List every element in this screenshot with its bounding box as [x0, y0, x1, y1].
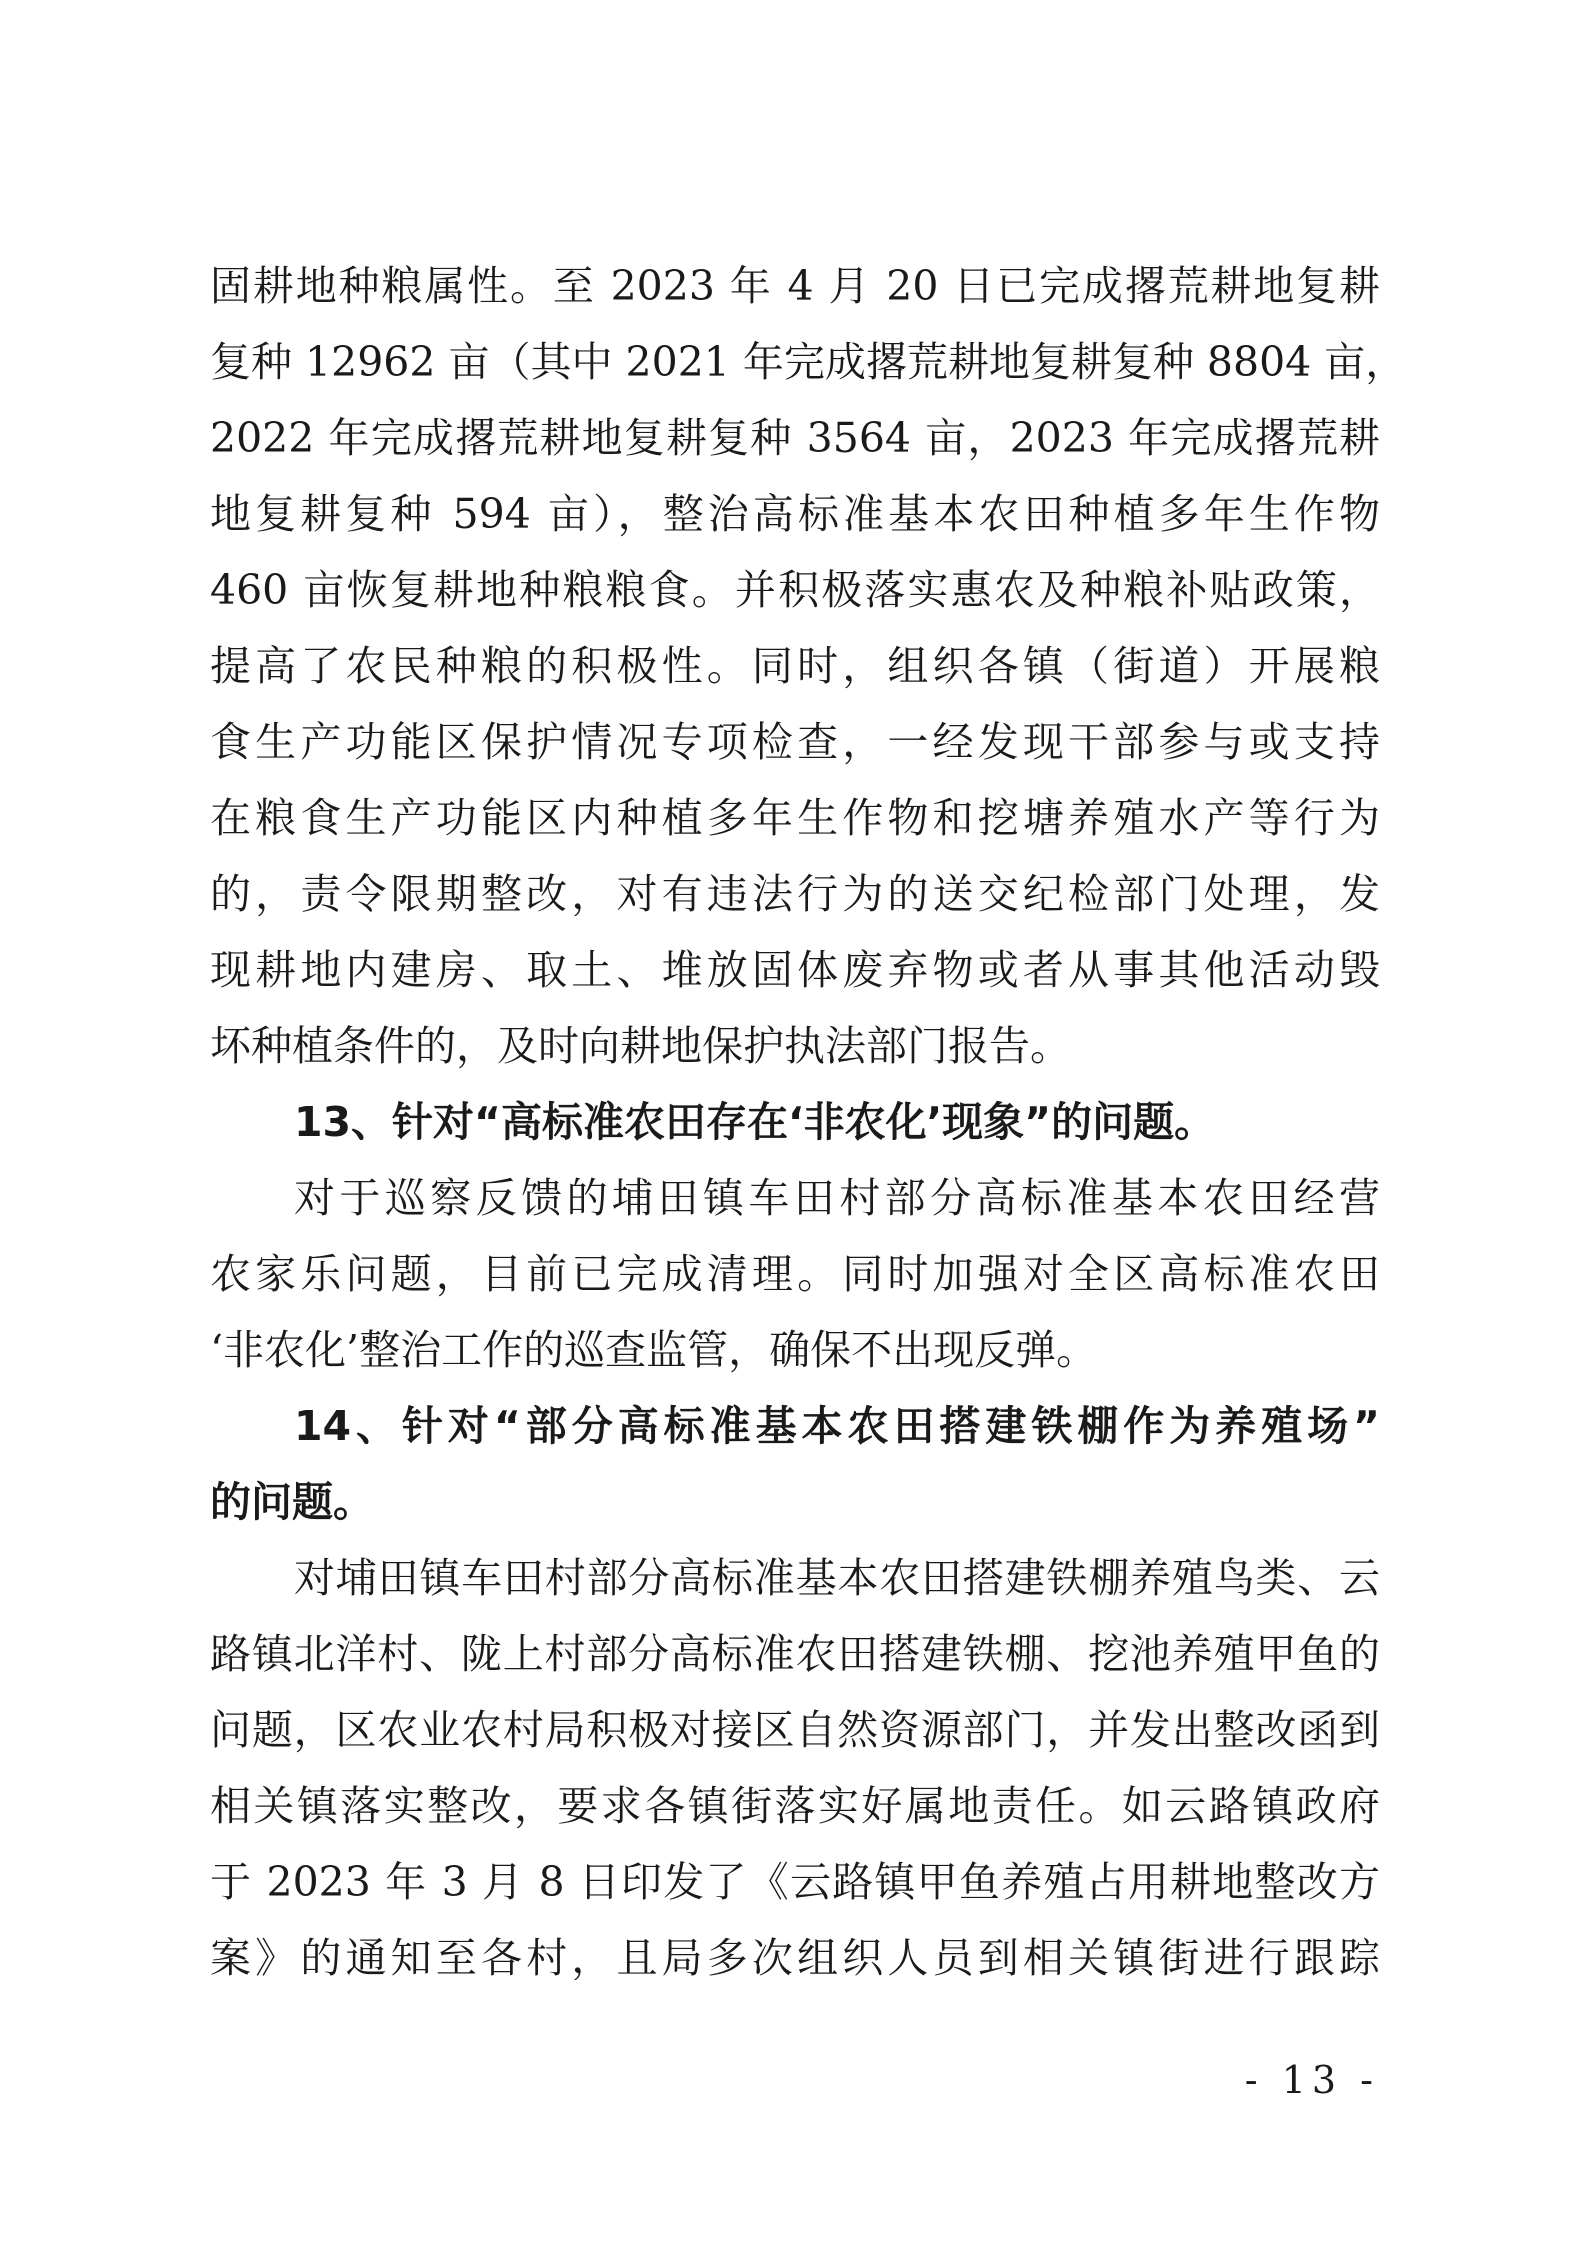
section-heading-13: 13、针对“高标准农田存在‘非农化’现象”的问题。	[294, 1098, 1216, 1146]
page-number: - 13 -	[1244, 2058, 1379, 2102]
text-line: 的，责令限期整改，对有违法行为的送交纪检部门处理，发	[210, 870, 1380, 918]
text-line: 现耕地内建房、取土、堆放固体废弃物或者从事其他活动毁	[210, 946, 1380, 994]
text-line: 对埔田镇车田村部分高标准基本农田搭建铁棚养殖鸟类、云	[294, 1554, 1380, 1602]
text-line: 坏种植条件的，及时向耕地保护执法部门报告。	[210, 1022, 1071, 1070]
section-heading-14	[210, 1388, 1380, 1540]
text-line: 食生产功能区保护情况专项检查，一经发现干部参与或支持	[210, 718, 1380, 766]
paragraph-13	[210, 1160, 1380, 1388]
text-line: 地复耕复种 594 亩），整治高标准基本农田种植多年生作物	[210, 490, 1380, 538]
text-line: 提高了农民种粮的积极性。同时，组织各镇（街道）开展粮	[210, 642, 1380, 690]
text-line: 2022 年完成撂荒耕地复耕复种 3564 亩，2023 年完成撂荒耕	[210, 414, 1380, 462]
document-body	[210, 248, 1407, 1996]
text-line: 对于巡察反馈的埔田镇车田村部分高标准基本农田经营	[294, 1174, 1380, 1222]
paragraph-14	[210, 1540, 1380, 1996]
heading-line: 的问题。	[210, 1478, 374, 1526]
text-line: 于 2023 年 3 月 8 日印发了《云路镇甲鱼养殖占用耕地整改方	[210, 1858, 1380, 1906]
text-line: 相关镇落实整改，要求各镇街落实好属地责任。如云路镇政府	[210, 1782, 1380, 1830]
text-line: 问题，区农业农村局积极对接区自然资源部门，并发出整改函到	[210, 1706, 1380, 1754]
paragraph-12-continued	[210, 248, 1407, 1084]
text-line: 固耕地种粮属性。至 2023 年 4 月 20 日已完成撂荒耕地复耕	[210, 262, 1380, 310]
text-line: 460 亩恢复耕地种粮粮食。并积极落实惠农及种粮补贴政策，	[210, 566, 1380, 614]
text-line: 案》的通知至各村，且局多次组织人员到相关镇街进行跟踪	[210, 1934, 1380, 1982]
text-line: 路镇北洋村、陇上村部分高标准农田搭建铁棚、挖池养殖甲鱼的	[210, 1630, 1380, 1678]
heading-line: 14、针对“部分高标准基本农田搭建铁棚作为养殖场”	[294, 1402, 1380, 1450]
text-line: 复种 12962 亩（其中 2021 年完成撂荒耕地复耕复种 8804 亩，	[210, 338, 1407, 386]
text-line: 在粮食生产功能区内种植多年生作物和挖塘养殖水产等行为	[210, 794, 1380, 842]
text-line: ‘非农化’整治工作的巡查监管，确保不出现反弹。	[210, 1326, 1098, 1374]
text-line: 农家乐问题，目前已完成清理。同时加强对全区高标准农田	[210, 1250, 1380, 1298]
